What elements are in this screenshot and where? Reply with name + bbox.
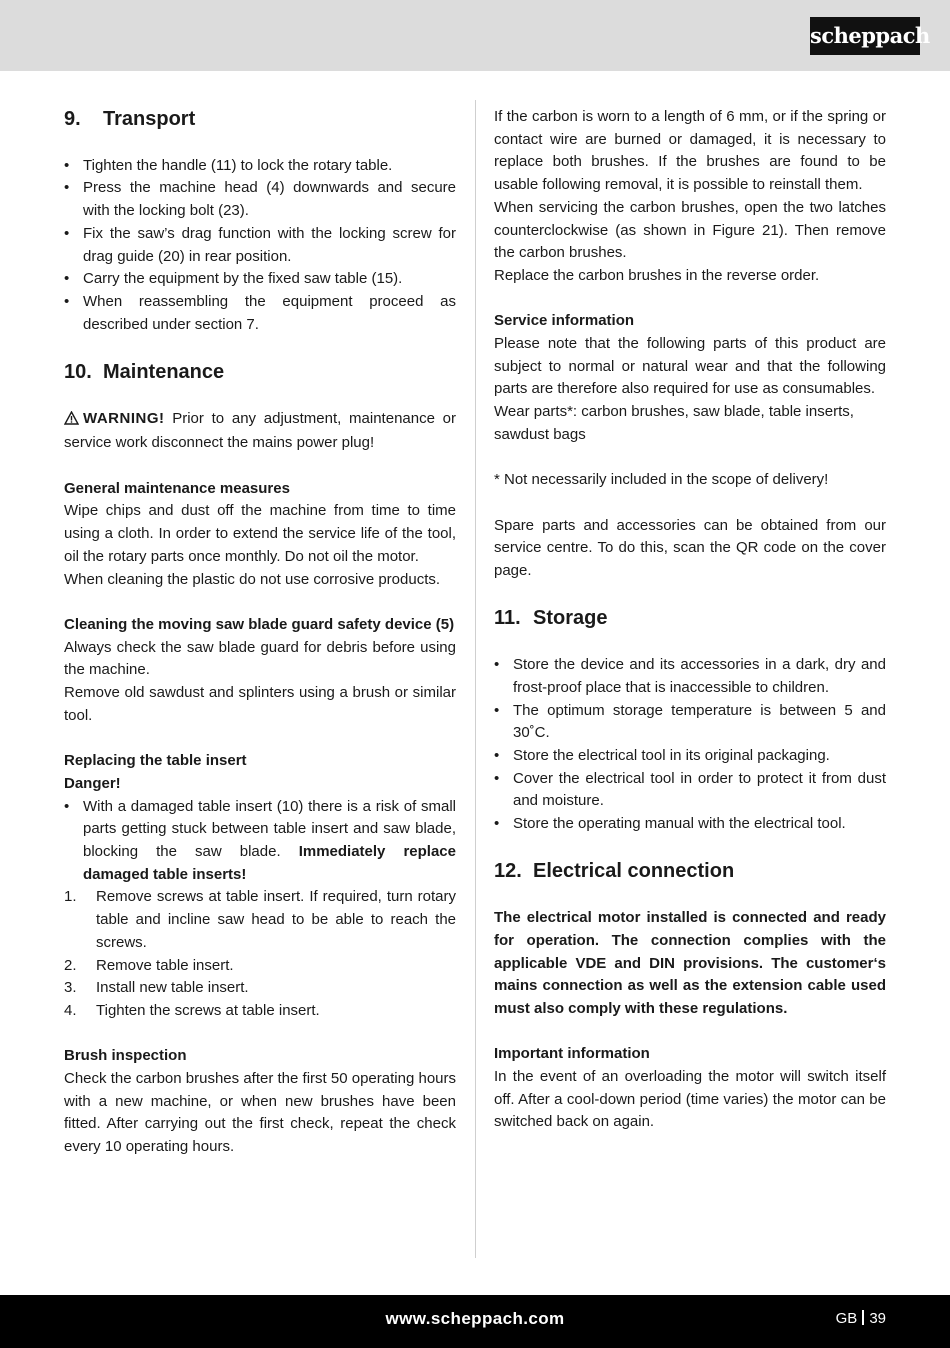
list-item: • Carry the equipment by the fixed saw table (15). xyxy=(64,268,456,291)
steps-list xyxy=(64,886,456,1022)
list-item: 4. Tighten the screws at table insert. xyxy=(64,1001,320,1019)
paragraph: * Not necessarily included in the scope of delivery! xyxy=(494,471,829,489)
website-link[interactable]: www.scheppach.com xyxy=(385,1309,565,1328)
list-item: • When reassembling the equipment proceed as described under section 7. xyxy=(64,291,456,336)
danger-list xyxy=(64,796,456,887)
paragraph: When servicing the carbon brushes, open the two latches counterclockwise (as shown in Figure 21). Then remove the carbon brushes. xyxy=(494,198,886,262)
paragraph: Spare parts and accessories can be obtained from our service centre. To do this, scan the QR code on the cover page. xyxy=(494,516,886,580)
storage-list xyxy=(494,654,886,836)
section-heading-maintenance: 10. Maintenance xyxy=(64,361,225,383)
transport-list xyxy=(64,155,456,337)
paragraph: Replace the carbon brushes in the reverse order. xyxy=(494,266,820,284)
list-item: • Cover the electrical tool in order to protect it from dust and moisture. xyxy=(494,768,886,813)
warning-paragraph xyxy=(64,408,456,455)
subheading-replacing: Replacing the table insert xyxy=(64,752,247,770)
list-item: • Tighten the handle (11) to lock the rotary table. xyxy=(64,155,456,178)
page-number: GB 39 xyxy=(835,1310,886,1327)
paragraph: Please note that the following parts of this product are subject to normal or natural wear and that the following parts are therefore also required for use as consumables. xyxy=(494,335,886,398)
subheading-cleaning: Cleaning the moving saw blade guard safety device (5) xyxy=(64,615,455,633)
paragraph: Always check the saw blade guard for debris before using the machine. xyxy=(64,638,456,679)
list-item: • Press the machine head (4) downwards and secure with the locking bolt (23). xyxy=(64,177,456,222)
subheading-brush: Brush inspection xyxy=(64,1047,187,1065)
list-item: • The optimum storage temperature is between 5 and 30˚C. xyxy=(494,700,886,745)
subheading-general: General maintenance measures xyxy=(64,479,290,497)
paragraph: Wipe chips and dust off the machine from time to time using a cloth. In order to extend the service life of the tool, oil the rotary parts once monthly. Do not oil the motor. xyxy=(64,502,456,565)
danger-label: Danger! xyxy=(64,774,121,792)
list-item: 3. Install new table insert. xyxy=(64,979,249,997)
list-item: • Store the device and its accessories in a dark, dry and frost-proof place that is inaccessible to children. xyxy=(494,654,886,699)
list-item: 1. Remove screws at table insert. If required, turn rotary table and incline saw head to be able to reach the screws. xyxy=(64,888,456,951)
paragraph: Check the carbon brushes after the first 50 operating hours with a new machine, or when new brushes have been fitted. After carrying out the first check, repeat the check every 10 operating hours. xyxy=(64,1070,456,1156)
section-heading-transport: 9. Transport xyxy=(64,108,196,130)
column-divider xyxy=(475,100,476,1258)
section-heading-electrical: 12. Electrical connection xyxy=(494,860,735,883)
subheading-service: Service information xyxy=(494,312,635,330)
warning-text: Prior to any adjustment, maintenance or service work disconnect the mains power plug! xyxy=(64,409,456,452)
page-footer xyxy=(0,1295,950,1348)
list-item: • Store the electrical tool in its original packaging. xyxy=(494,745,886,768)
warning-triangle-icon xyxy=(64,410,79,433)
paragraph: Remove old sawdust and splinters using a brush or similar tool. xyxy=(64,684,456,724)
paragraph: Wear parts*: carbon brushes, saw blade, table inserts, sawdust bags xyxy=(494,403,854,443)
list-item: • Store the operating manual with the electrical tool. xyxy=(494,813,886,836)
section-heading-storage: 11. Storage xyxy=(494,607,608,630)
paragraph: If the carbon is worn to a length of 6 mm, or if the spring or contact wire are burned or damaged, it is necessary to replace both brushes. If the brushes are found to be usable following removal, it is possible to reinstall them. xyxy=(494,108,886,194)
brand-logo: scheppach xyxy=(810,17,920,55)
list-item: • Fix the saw’s drag function with the locking screw for drag guide (20) in rear position. xyxy=(64,223,456,268)
subheading-important: Important information xyxy=(494,1045,650,1063)
right-column xyxy=(494,106,886,1134)
paragraph: In the event of an overloading the motor will switch itself off. After a cool-down period (time varies) the motor can be switched back on again. xyxy=(494,1068,886,1131)
left-column xyxy=(64,106,456,1159)
warning-label: WARNING! xyxy=(83,409,165,427)
list-item: • With a damaged table insert (10) there is a risk of small parts getting stuck between table insert and saw blade, blocking the saw blade. Immediately replace damaged table inserts! xyxy=(64,796,456,887)
paragraph-bold: The electrical motor installed is connected and ready for operation. The connection complies with the applicable VDE and DIN provisions. The customer‘s mains connection as well as the extension cable used must also comply with these regulations. xyxy=(494,909,886,1017)
page-header xyxy=(0,0,950,71)
paragraph: When cleaning the plastic do not use corrosive products. xyxy=(64,570,441,588)
list-item: 2. Remove table insert. xyxy=(64,956,234,974)
